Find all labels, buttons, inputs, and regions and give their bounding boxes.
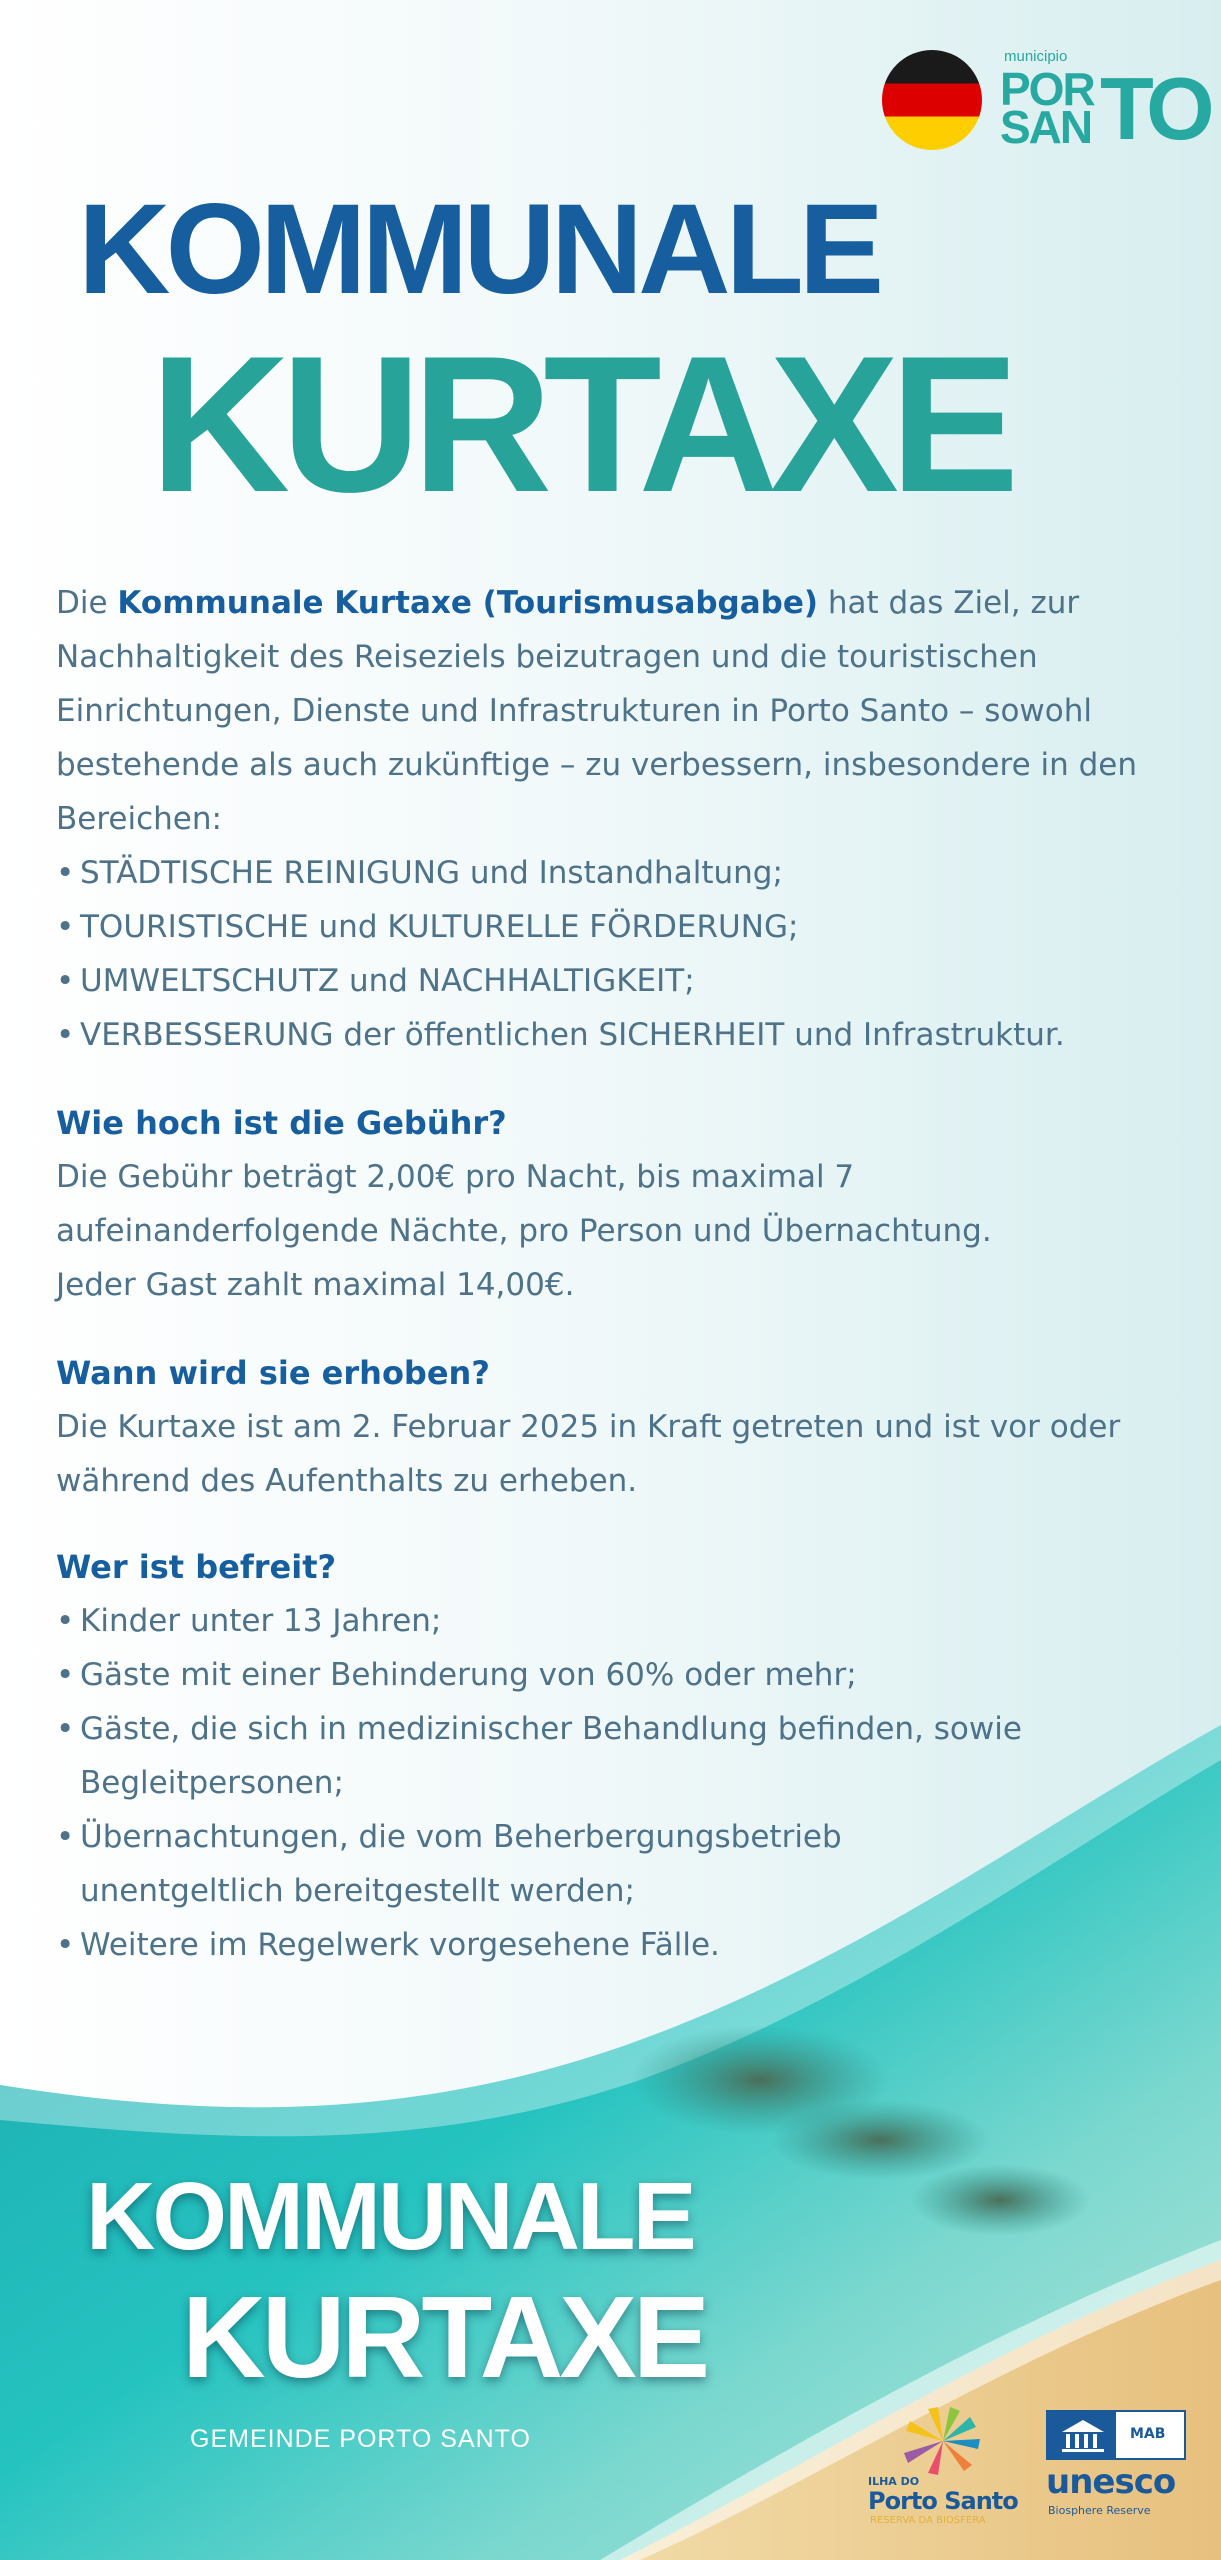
intro-bullet-list bbox=[56, 846, 1186, 1062]
list-item: • Gäste, die sich in medizinischer Behandlung befinden, sowie Begleitpersonen; bbox=[56, 1702, 1116, 1810]
logo-line2: SAN bbox=[1000, 101, 1092, 153]
when-body: Die Kurtaxe ist am 2. Februar 2025 in Kraft getreten und ist vor oder während des Aufenthalts zu erheben. bbox=[56, 1409, 1121, 1499]
fee-heading: Wie hoch ist die Gebühr? bbox=[56, 1104, 507, 1142]
mab-emblem bbox=[1116, 2412, 1184, 2458]
unesco-logo bbox=[1044, 2410, 1194, 2530]
title-line2: KURTAXE bbox=[150, 316, 1011, 533]
unesco-sub: Biosphere Reserve bbox=[1048, 2504, 1151, 2517]
list-item: • Übernachtungen, die vom Beherbergungsbetrieb unentgeltlich bereitgestellt werden; bbox=[56, 1810, 986, 1918]
title-line1: KOMMUNALE bbox=[78, 178, 880, 321]
footer-subtitle: GEMEINDE PORTO SANTO bbox=[190, 2425, 531, 2453]
ps-logo-small-text: ILHA DO bbox=[868, 2475, 920, 2488]
list-item: • Gäste mit einer Behinderung von 60% oder mehr; bbox=[56, 1648, 1136, 1702]
intro-paragraph bbox=[56, 576, 1186, 846]
intro-highlight: Kommunale Kurtaxe (Tourismusabgabe) bbox=[117, 585, 819, 621]
when-heading: Wann wird sie erhoben? bbox=[56, 1354, 490, 1392]
intro-section bbox=[56, 576, 1186, 1062]
list-item: • STÄDTISCHE REINIGUNG und Instandhaltung; bbox=[56, 846, 1186, 900]
logo-municipio-text: municipio bbox=[1004, 48, 1068, 65]
exempt-section bbox=[56, 1540, 1136, 1972]
unesco-wordmark: unesco bbox=[1046, 2462, 1176, 2502]
list-item: • Kinder unter 13 Jahren; bbox=[56, 1594, 1136, 1648]
mab-label: MAB bbox=[1130, 2426, 1166, 2442]
list-item: • TOURISTISCHE und KULTURELLE FÖRDERUNG; bbox=[56, 900, 1186, 954]
porto-santo-biosphere-logo bbox=[868, 2405, 1018, 2525]
footer-title-line2: KURTAXE bbox=[182, 2272, 707, 2402]
porto-santo-municipality-logo bbox=[1000, 44, 1209, 158]
list-item: • Weitere im Regelwerk vorgesehene Fälle. bbox=[56, 1918, 736, 1972]
exempt-heading: Wer ist befreit? bbox=[56, 1548, 337, 1586]
logo-line1: POR bbox=[1000, 63, 1094, 115]
logo-to: TO bbox=[1100, 59, 1209, 158]
footer-title-line1: KOMMUNALE bbox=[86, 2163, 694, 2270]
fee-body: Die Gebühr beträgt 2,00€ pro Nacht, bis maximal 7 aufeinanderfolgende Nächte, pro Person und Übernachtung. Jeder Gast zahlt maximal 14,00€. bbox=[56, 1159, 992, 1303]
ps-logo-sub: RESERVA DA BIOSFERA bbox=[870, 2515, 986, 2526]
unesco-temple-icon bbox=[1048, 2412, 1116, 2458]
exempt-bullet-list bbox=[56, 1594, 1136, 1972]
ps-logo-name: Porto Santo bbox=[868, 2487, 1018, 2515]
germany-flag-icon bbox=[882, 50, 982, 150]
unesco-emblem bbox=[1046, 2410, 1186, 2460]
intro-prefix: Die bbox=[56, 585, 118, 621]
list-item: • UMWELTSCHUTZ und NACHHALTIGKEIT; bbox=[56, 954, 1186, 1008]
list-item: • VERBESSERUNG der öffentlichen SICHERHEIT und Infrastruktur. bbox=[56, 1008, 1186, 1062]
intro-rest: hat das Ziel, zur Nachhaltigkeit des Reiseziels beizutragen und die touristischen Einrichtungen, Dienste und Infrastrukturen in Porto Santo – sowohl bestehende als auch zukünftige – zu verbessern, insbesondere in den Bereichen: bbox=[56, 585, 1138, 837]
sun-burst-icon bbox=[888, 2405, 998, 2477]
fee-section bbox=[56, 1096, 1186, 1312]
when-section bbox=[56, 1346, 1186, 1508]
